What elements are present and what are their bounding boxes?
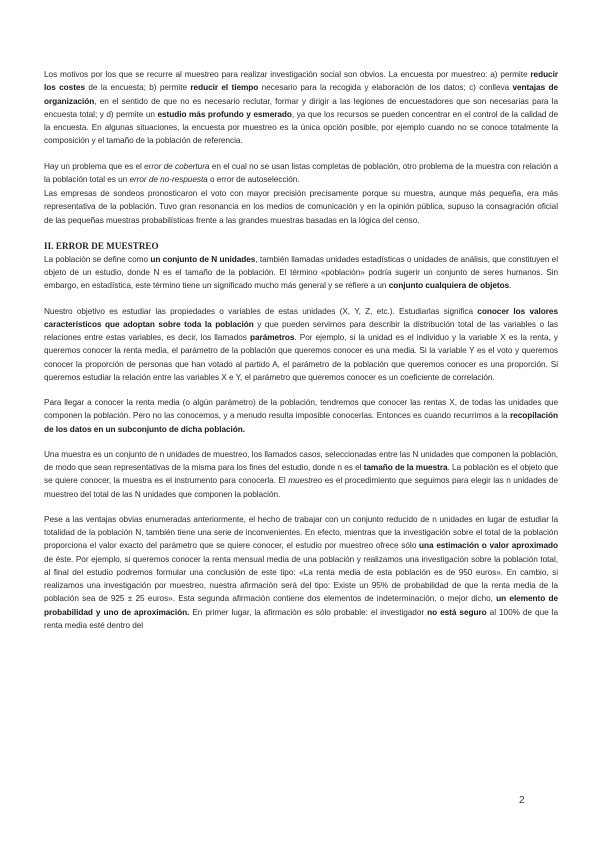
text-run: Una muestra es un conjunto de n unidades de muestreo, los llamados casos, seleccionadas entre las N unidades que componen la población, de modo que sean representativas de la misma para los fines del estudio, donde n es el [44,449,558,472]
paragraph-mean-income [44,396,558,436]
bold-phrase: tamaño de la muestra [363,463,448,472]
text-run: La población se define como [44,254,151,264]
page-number: 2 [519,795,525,806]
paragraph-population-definition [44,253,558,293]
paragraph-coverage-error [44,160,558,187]
document-page [44,68,558,632]
bold-phrase: un elemento de probabilidad y uno de aproximación. [44,594,559,617]
bold-phrase: reducir el tiempo [190,83,259,93]
text-run: Las empresas de sondeos pronosticaron el voto con mayor precisión precisamente porque su muestra, aunque más pequeña, era más representativa de la población. Tuvo gran resonancia en los medios de comunicación y en la opinión pública, supuso la consagración oficial de las pequeñas muestras probabilísticas frente a las grandes muestras basadas en la lógica del censo. [44,189,558,225]
italic-phrase: error de no-respuesta [129,174,208,184]
text-run: Hay un problema que es el [44,161,145,171]
text-run: Pese a las ventajas obvias enumeradas anteriormente, el hecho de trabajar con un conjunto reducido de n unidades en lugar de estudiar la totalidad de la población N, también tiene una serie de inconvenientes. En efecto, mientras que la investigación sobre el total de la población proporciona el valor exacto del parámetro que se quiere conocer, el estudio por muestreo ofrece sólo [44,514,558,551]
text-run: al 100% de que la renta media esté dentro del [44,607,558,630]
italic-phrase: muestreo [288,476,323,486]
bold-phrase: conjunto cualquiera de objetos [388,281,510,291]
bold-phrase: reducir los costes [44,70,558,93]
paragraph-parameters [44,305,558,385]
paragraph-polling-companies [44,187,558,227]
text-run: . [509,281,512,291]
text-run: y que pueden servirnos para describir la distribución total de las variables o las relaciones entre estas variables, es decir, los llamados [44,319,558,342]
italic-phrase: error de cobertura [144,161,210,171]
text-run: . La población es el objeto que se quiere conocer, la muestra es el instrumento para conocerla. El [44,463,558,486]
text-run: Para llegar a conocer la renta media (o algún parámetro) de la población, tendremos que conocer las rentas X, de todas las unidades que componen la población. Pero no las conocemos, y a menudo resulta imposible conocerlas. Entonces es cuando recurrimos a la [44,398,558,421]
text-run: En primer lugar, la afirmación es sólo probable: el investigador [189,607,428,617]
text-run: , en el sentido de que no es necesario reclutar, formar y dirigir a las legiones de encuestadores que son necesarias para la encuesta total; y d) permite un [44,96,558,119]
bold-phrase: una estimación o valor aproximado [419,541,558,551]
text-run: Los motivos por los que se recurre al muestreo para realizar investigación social son obvios. La encuesta por muestreo: a) permite [44,70,531,79]
paragraph-sample-definition [44,448,558,501]
bold-phrase: estudio más profundo y esmerado [157,109,292,119]
bold-phrase: no está seguro [427,607,487,617]
text-run: , ya que los recursos se pueden concentrar en el control de la calidad de la encuesta. En algunas situaciones, la encuesta por muestreo es la única opción posible, por ejemplo cuando no se conoce totalmente la composición y el tamaño de la población de referencia. [44,109,559,146]
text-run: Nuestro objetivo es estudiar las propiedades o variables de estas unidades (X, Y, Z, etc.). Estudiarlas significa [44,306,478,316]
section-heading: II. ERROR DE MUESTREO [44,240,159,251]
paragraph-sampling-drawbacks [44,513,558,632]
bold-phrase: conocer los valores característicos que adoptan sobre toda la población [44,306,558,329]
bold-phrase: parámetros [250,333,295,342]
paragraph-sampling-motives [44,68,558,148]
text-run: es el procedimiento que seguimos para elegir las n unidades de muestreo del total de las N unidades que componen la población. [44,476,558,499]
bold-phrase: recopilación de los datos en un subconjunto de dicha población. [44,411,558,434]
text-run: . Por ejemplo, si la unidad es el individuo y la variable X es la renta, y queremos conocer la renta media, el parámetro de la población que queremos conocer es una media. Si la variable Y es el voto y queremos conocer la proporción de personas que han votado al partido A, el parámetro de la población que queremos conocer es una proporción. Si queremos estudiar la relación entre las variables X e Y, el parámetro que queremos conocer es un coeficiente de correlación. [44,333,559,382]
text-run: de la encuesta; b) permite [85,83,191,93]
text-run: necesario para la recogida y elaboración de los datos; c) conlleva [258,83,513,93]
bold-phrase: ventajas de organización [44,83,559,106]
text-run: , también llamadas unidades estadísticas o unidades de análisis, que constituyen el objeto de un estudio, donde N es el tamaño de la población. El término «población» podría sugerir un conjunto de seres humanos. Sin embargo, en estadística, este término tiene un significado mucho más general y se refiere a un [44,254,559,291]
text-run: de éste. Por ejemplo, si queremos conocer la renta mensual media de una población y realizamos una investigación sobre la población total, al final del estudio podremos formular una conclusión de este tipo: «La renta media de esta población es de 950 euros». En cambio, si realizamos una investigación por muestreo, nuestra afirmación será del tipo: Existe un 95% de probabilidad de que la renta media de la población sea de 925 ± 25 euros». Esta segunda afirmación contiene dos elementos de indeterminación, o mejor dicho, [44,554,558,604]
bold-phrase: un conjunto de N unidades [150,254,256,264]
text-run: en el cual no se usan listas completas de población, otro problema de la muestra con relación a la población total es un [44,161,559,184]
text-run: o error de autoselección. [207,174,300,184]
